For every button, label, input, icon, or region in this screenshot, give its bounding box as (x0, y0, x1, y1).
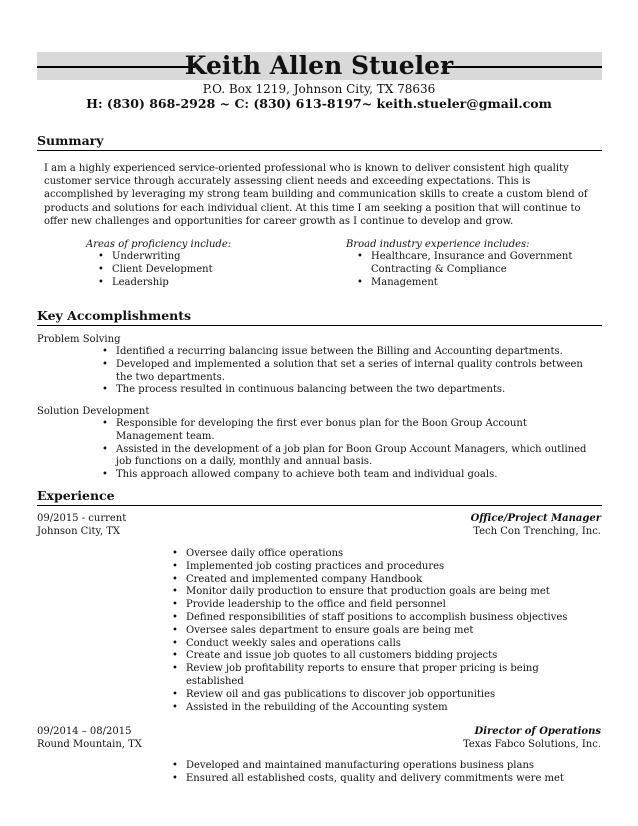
job-title: Office/Project Manager (470, 513, 601, 524)
proficiency-list (96, 251, 316, 289)
group-title-problem-solving: Problem Solving (37, 334, 121, 345)
section-heading-experience: Experience (37, 488, 602, 506)
industry-title: Broad industry experience includes: (346, 239, 530, 250)
job-company: Tech Con Trenching, Inc. (473, 526, 601, 537)
job-location: Johnson City, TX (37, 526, 121, 537)
list-item: • Responsible for developing the first ever bonus plan for the Boon Group Account Management team. (100, 418, 590, 444)
list-item: • This approach allowed company to achieve both team and individual goals. (100, 469, 590, 482)
job-dates: 09/2015 - current (37, 513, 127, 524)
list-item: • Defined responsibilities of staff positions to accomplish business objectives (170, 612, 590, 625)
list-item: • Leadership (96, 277, 316, 290)
job-duties-list (170, 760, 590, 786)
list-item: • Conduct weekly sales and operations calls (170, 638, 590, 651)
problem-solving-list (100, 346, 590, 397)
list-item: • Healthcare, Insurance and Government Contracting & Compliance (355, 251, 587, 277)
list-item: • Client Development (96, 264, 316, 277)
section-heading-accomplishments: Key Accomplishments (37, 308, 602, 326)
job-dates: 09/2014 – 08/2015 (37, 726, 132, 737)
job-title: Director of Operations (474, 726, 601, 737)
list-item: • Underwriting (96, 251, 316, 264)
list-item: • Create and issue job quotes to all customers bidding projects (170, 650, 590, 663)
mailing-address: P.O. Box 1219, Johnson City, TX 78636 (202, 82, 436, 96)
list-item: • Assisted in the rebuilding of the Accounting system (170, 702, 590, 715)
job-company: Texas Fabco Solutions, Inc. (463, 739, 601, 750)
job-duties-list (170, 548, 590, 714)
proficiency-title: Areas of proficiency include: (86, 239, 232, 250)
summary-paragraph: I am a highly experienced service-oriented professional who is known to deliver consistent high quality customer service through accurately assessing client needs and exceeding expectations. This is accomplished by leveraging my strong team building and communication skills to create a custom blend of products and solutions for each individual client. At this time I am seeking a position that will continue to offer new challenges and opportunities for career growth as I continue to develop and grow. (44, 163, 588, 227)
job-location: Round Mountain, TX (37, 739, 142, 750)
list-item: • Ensured all established costs, quality and delivery commitments were met (170, 773, 590, 786)
contact-line: H: (830) 868-2928 ~ C: (830) 613-8197~ keith.stueler@gmail.com (86, 96, 552, 111)
solution-development-list (100, 418, 590, 482)
list-item: • Created and implemented company Handbook (170, 574, 590, 587)
list-item: • Developed and maintained manufacturing operations business plans (170, 760, 590, 773)
list-item: • Assisted in the development of a job plan for Boon Group Account Managers, which outlined job functions on a daily, monthly and annual basis. (100, 444, 590, 470)
list-item: • Identified a recurring balancing issue between the Billing and Accounting departments. (100, 346, 590, 359)
list-item: • Provide leadership to the office and field personnel (170, 599, 590, 612)
list-item: • Management (355, 277, 587, 290)
list-item: • Review oil and gas publications to discover job opportunities (170, 689, 590, 702)
group-title-solution-development: Solution Development (37, 406, 150, 417)
section-heading-summary: Summary (37, 133, 602, 151)
list-item: • Developed and implemented a solution that set a series of internal quality controls between the two departments. (100, 359, 590, 385)
candidate-name: Keith Allen Stueler (184, 51, 454, 80)
list-item: • Oversee sales department to ensure goals are being met (170, 625, 590, 638)
list-item: • Oversee daily office operations (170, 548, 590, 561)
list-item: • Review job profitability reports to ensure that proper pricing is being established (170, 663, 590, 689)
list-item: • The process resulted in continuous balancing between the two departments. (100, 384, 590, 397)
list-item: • Implemented job costing practices and procedures (170, 561, 590, 574)
industry-list (355, 251, 587, 289)
list-item: • Monitor daily production to ensure that production goals are being met (170, 586, 590, 599)
